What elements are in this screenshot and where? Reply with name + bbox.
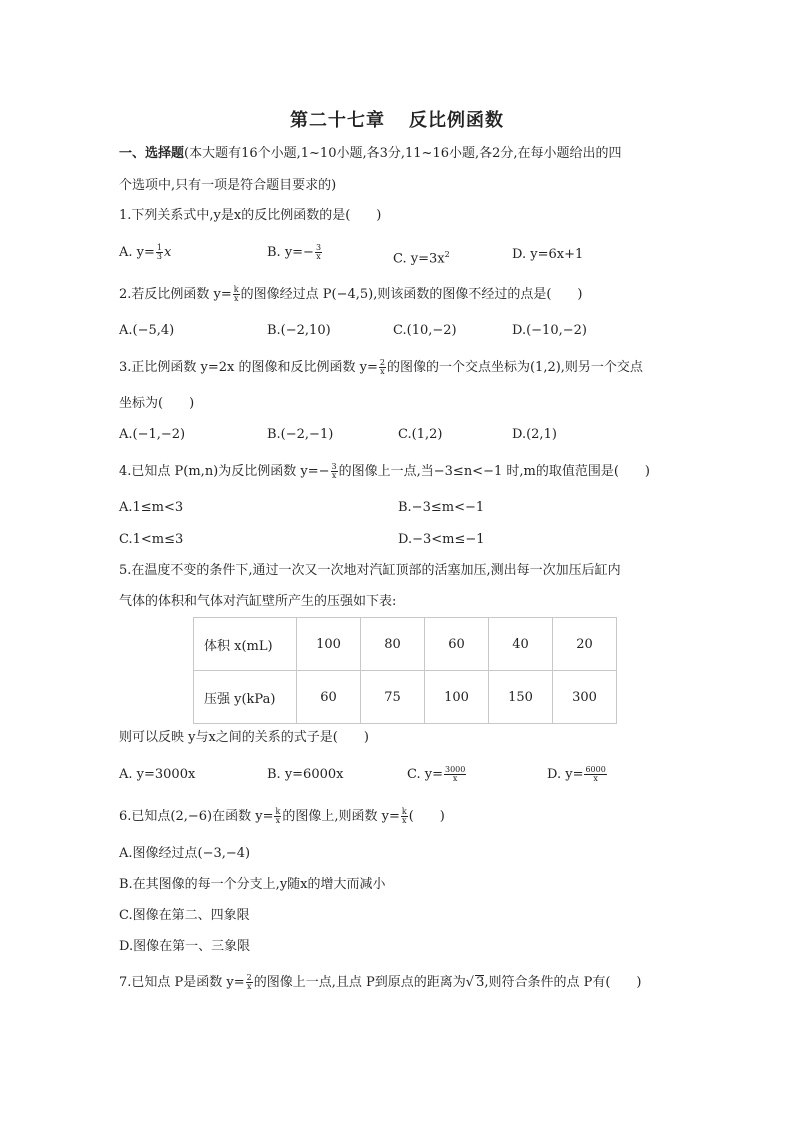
q4-pre: 4.已知点 P(m,n)为反比例函数 y=− (119, 464, 330, 479)
table-cell: 60 (297, 671, 361, 724)
q2-option-c: C.(10,−2) (393, 323, 457, 338)
q3-num: 2 (379, 358, 385, 367)
q5-stem-line1: 5.在温度不变的条件下,通过一次又一次地对汽缸顶部的活塞加压,测出每一次加压后缸内 (119, 563, 621, 578)
q7-sqrt-value: 3 (476, 975, 485, 990)
table-row (194, 618, 617, 671)
q2-den: x (233, 294, 239, 303)
q2-stem (119, 286, 583, 304)
q4-post: 的图像上一点,当−3≤n<−1 时,m的取值范围是( ) (338, 464, 650, 479)
q5-c-text: C. y= (407, 767, 443, 782)
q5-c-den: x (452, 774, 458, 783)
q3-den: x (380, 367, 385, 376)
q4-den: x (331, 471, 337, 480)
q6-option-d: D.图像在第一、三象限 (119, 939, 251, 954)
q1-a-text: A. y= (119, 245, 155, 260)
q6-fraction-1 (274, 808, 281, 825)
q2-pre: 2.若反比例函数 y= (119, 287, 232, 302)
section-heading: 一、选择题 (119, 146, 185, 161)
q6-num2: k (401, 807, 407, 816)
q5-question: 则可以反映 y与x之间的关系的式子是( ) (119, 730, 369, 745)
q3-pre: 3.正比例函数 y=2x 的图像和反比例函数 y= (119, 360, 378, 375)
q1-b-text: B. y=− (267, 245, 314, 260)
q2-option-d: D.(−10,−2) (512, 323, 587, 338)
table-cell: 80 (361, 618, 425, 671)
q6-option-b: B.在其图像的每一个分支上,y随x的增大而减小 (119, 877, 386, 892)
volume-pressure-table (193, 617, 617, 724)
q1-a-den: 3 (156, 252, 162, 261)
q5-option-d (547, 766, 608, 784)
q7-num: 2 (246, 973, 252, 982)
q4-option-d: D.−3<m≤−1 (398, 532, 485, 547)
q3-fraction (379, 359, 386, 376)
q4-num: 3 (331, 462, 337, 471)
q6-fraction-2 (401, 808, 408, 825)
q6-den: x (275, 816, 281, 825)
q1-option-c (393, 246, 450, 268)
q3-option-a: A.(−1,−2) (119, 427, 186, 442)
q5-d-num: 6000 (585, 765, 606, 774)
q7-post: ,则符合条件的点 P有( ) (484, 975, 642, 990)
table-header-volume: 体积 x(mL) (194, 618, 297, 671)
section-desc-1: (本大题有16个小题,1~10小题,各3分,11~16小题,各2分,在每小题给出的四 (184, 146, 622, 161)
q6-den2: x (402, 816, 407, 825)
page-title (0, 106, 794, 132)
q5-option-c (407, 766, 467, 784)
q5-d-den: x (593, 774, 598, 783)
q7-fraction (246, 974, 253, 991)
q6-pre: 6.已知点(2,−6)在函数 y= (119, 809, 274, 824)
q2-post: 的图像经过点 P(−4,5),则该函数的图像不经过的点是( ) (240, 287, 583, 302)
q1-option-d: D. y=6x+1 (512, 247, 584, 262)
q1-a-tail: x (163, 245, 172, 260)
section-desc-2: 个选项中,只有一项是符合题目要求的) (119, 178, 337, 193)
q6-mid: 的图像上,则函数 y= (282, 809, 400, 824)
sqrt-symbol: √ (465, 975, 475, 990)
q6-post: ( ) (408, 809, 445, 824)
q4-option-b: B.−3≤m<−1 (398, 500, 485, 515)
q5-d-text: D. y= (547, 767, 584, 782)
q7-pre: 7.已知点 P是函数 y= (119, 975, 245, 990)
table-cell: 20 (553, 618, 617, 671)
q1-stem: 1.下列关系式中,y是x的反比例函数的是( ) (119, 208, 382, 223)
table-cell: 60 (425, 618, 489, 671)
q7-mid: 的图像上一点,且点 P到原点的距离为 (253, 975, 466, 990)
table-cell: 100 (425, 671, 489, 724)
q4-fraction (331, 463, 338, 480)
q3-post: 的图像的一个交点坐标为(1,2),则另一个交点 (386, 360, 643, 375)
q3-option-d: D.(2,1) (512, 427, 557, 442)
q5-option-b: B. y=6000x (267, 767, 344, 782)
q5-c-fraction (444, 766, 466, 783)
q6-option-a: A.图像经过点(−3,−4) (119, 846, 251, 861)
q7-stem (119, 974, 642, 992)
q1-c-text: C. y=3x (393, 251, 445, 267)
q6-option-c: C.图像在第二、四象限 (119, 908, 250, 923)
q3-option-b: B.(−2,−1) (267, 427, 334, 442)
q6-stem (119, 808, 445, 826)
q6-num: k (275, 807, 281, 816)
section-heading-line1 (119, 145, 622, 163)
table-cell: 40 (489, 618, 553, 671)
q1-option-a (119, 244, 171, 262)
chapter-number: 第二十七章 (290, 110, 385, 131)
table-cell: 100 (297, 618, 361, 671)
q4-option-a: A.1≤m<3 (119, 500, 184, 515)
q2-option-a: A.(−5,4) (119, 323, 175, 338)
table-cell: 150 (489, 671, 553, 724)
q1-b-fraction (315, 244, 322, 261)
q3-stem (119, 359, 643, 377)
q5-d-fraction (584, 766, 606, 783)
q4-option-c: C.1<m≤3 (119, 532, 184, 547)
q5-option-a: A. y=3000x (119, 767, 196, 782)
table-cell: 300 (553, 671, 617, 724)
q5-c-num: 3000 (445, 765, 466, 774)
q2-option-b: B.(−2,10) (267, 323, 331, 338)
q3-stem-line2: 坐标为( ) (119, 396, 195, 411)
q1-a-fraction (156, 244, 163, 261)
q3-option-c: C.(1,2) (398, 427, 443, 442)
q2-fraction (233, 286, 240, 303)
table-header-pressure: 压强 y(kPa) (194, 671, 297, 724)
q5-stem-line2: 气体的体积和气体对汽缸壁所产生的压强如下表: (119, 594, 397, 609)
q1-b-num: 3 (315, 243, 322, 252)
q1-option-b (267, 244, 323, 262)
q4-stem (119, 463, 650, 481)
q1-c-sup: 2 (444, 250, 450, 259)
q7-den: x (246, 982, 252, 991)
table-cell: 75 (361, 671, 425, 724)
q1-a-num: 1 (156, 243, 162, 252)
chapter-topic: 反比例函数 (409, 110, 504, 131)
table-row (194, 671, 617, 724)
q1-b-den: x (316, 252, 321, 261)
q2-num: k (233, 285, 239, 294)
